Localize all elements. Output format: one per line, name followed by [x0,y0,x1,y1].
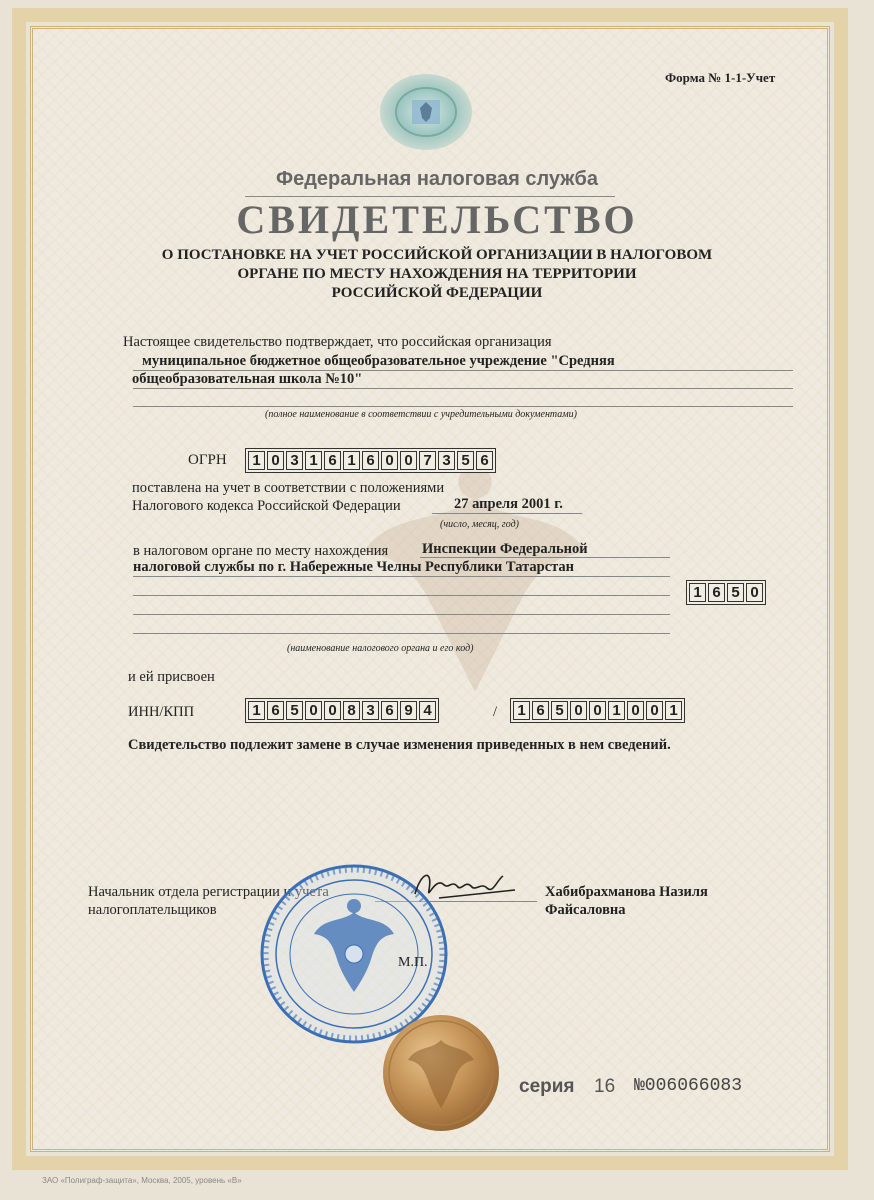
signatory-position-line2: налогоплательщиков [88,902,217,918]
ogrn-digit: 5 [457,451,474,470]
replacement-notice: Свидетельство подлежит замене в случае изменения приведенных в нем сведений. [128,737,671,753]
kpp-boxes [510,698,685,723]
ogrn-digit: 3 [286,451,303,470]
inn-boxes [245,698,439,723]
ogrn-boxes [245,448,496,473]
fill-line [133,406,793,407]
registration-line1: поставлена на учет в соответствии с положениями [132,480,445,496]
organization-name-line2: общеобразовательная школа №10" [132,371,363,387]
assigned-text: и ей присвоен [128,669,215,685]
signatory-name-line1: Хабибрахманова Назиля [545,884,708,900]
inn-digit: 0 [305,701,322,720]
fill-line [133,576,670,577]
inn-digit: 6 [381,701,398,720]
inn-digit: 3 [362,701,379,720]
kpp-digit: 0 [646,701,663,720]
series-number: 16 [594,1076,616,1097]
tax-code-digit: 0 [746,583,763,602]
signatory-name-line2: Файсаловна [545,902,626,918]
kpp-digit: 0 [589,701,606,720]
kpp-digit: 5 [551,701,568,720]
fill-line [420,557,670,558]
inn-digit: 8 [343,701,360,720]
inn-kpp-separator: / [493,704,498,720]
fill-line [432,513,582,514]
ogrn-digit: 6 [324,451,341,470]
subtitle-line: РОССИЙСКОЙ ФЕДЕРАЦИИ [331,285,543,301]
fill-line [133,633,670,634]
inn-digit: 5 [286,701,303,720]
inn-kpp-label: ИНН/КПП [128,704,195,720]
tax-code-digit: 5 [727,583,744,602]
ministry-name: Федеральная налоговая служба [276,168,598,190]
inn-digit: 4 [419,701,436,720]
kpp-digit: 0 [570,701,587,720]
kpp-digit: 6 [532,701,549,720]
series-label: серия [519,1076,575,1097]
kpp-digit: 1 [513,701,530,720]
subtitle-line: О ПОСТАНОВКЕ НА УЧЕТ РОССИЙСКОЙ ОРГАНИЗАЦИИ В НАЛОГОВОМ [161,247,713,263]
printer-imprint: ЗАО «Полиграф-защита», Москва, 2005, уровень «В» [42,1176,242,1185]
registration-date: 27 апреля 2001 г. [454,496,563,512]
tax-authority-name-line2: налоговой службы по г. Набережные Челны Республики Татарстан [133,559,575,575]
fill-line [133,614,670,615]
subtitle-line: ОРГАНЕ ПО МЕСТУ НАХОЖДЕНИЯ НА ТЕРРИТОРИИ [237,266,637,282]
gold-seal-icon [380,1012,502,1134]
signature-scribble [405,860,520,910]
ogrn-digit: 3 [438,451,455,470]
fill-line [133,595,670,596]
inn-digit: 0 [324,701,341,720]
signatory-position-line1: Начальник отдела регистрации и учета [88,884,329,900]
tax-authority-code-boxes [686,580,766,605]
registration-line2: Налогового кодекса Российской Федерации [132,498,401,514]
organization-name-line1: муниципальное бюджетное общеобразовательное учреждение "Средняя [142,353,615,369]
inn-digit: 9 [400,701,417,720]
stamp-place: М.П. [398,955,428,970]
ogrn-digit: 6 [476,451,493,470]
kpp-digit: 1 [608,701,625,720]
organization-caption: (полное наименование в соответствии с учредительными документами) [265,409,577,420]
tax-code-digit: 6 [708,583,725,602]
page-title: СВИДЕТЕЛЬСТВО [236,197,638,242]
fill-line [133,388,793,389]
certificate-subtitle [130,246,744,303]
hologram-emblem-icon [378,72,474,152]
ogrn-digit: 6 [362,451,379,470]
ogrn-digit: 1 [248,451,265,470]
ogrn-digit: 7 [419,451,436,470]
tax-authority-intro: в налоговом органе по месту нахождения [133,543,389,559]
serial-number: №006066083 [634,1076,743,1096]
tax-authority-caption: (наименование налогового органа и его код) [287,643,474,654]
ogrn-label: ОГРН [188,452,227,468]
ogrn-digit: 1 [305,451,322,470]
ogrn-digit: 0 [400,451,417,470]
ogrn-digit: 0 [381,451,398,470]
kpp-digit: 1 [665,701,682,720]
intro-text: Настоящее свидетельство подтверждает, что российская организация [123,334,552,350]
kpp-digit: 0 [627,701,644,720]
date-caption: (число, месяц, год) [440,519,519,530]
ogrn-digit: 1 [343,451,360,470]
inn-digit: 6 [267,701,284,720]
form-number: Форма № 1-1-Учет [665,70,776,85]
tax-code-digit: 1 [689,583,706,602]
inn-digit: 1 [248,701,265,720]
ogrn-digit: 0 [267,451,284,470]
tax-authority-name-line1: Инспекции Федеральной [422,541,588,557]
